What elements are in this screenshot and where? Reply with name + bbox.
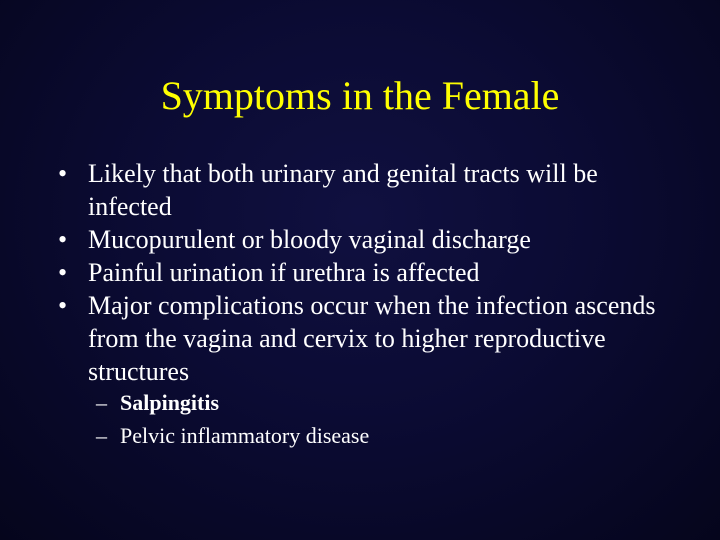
bullet-item (56, 223, 676, 256)
bullet-marker: • (58, 291, 68, 320)
bullet-text: Painful urination if urethra is affected (88, 258, 480, 287)
bullet-item (56, 256, 676, 289)
sub-bullet-list (96, 386, 369, 452)
bullet-marker: • (58, 225, 68, 254)
sub-bullet-text: Pelvic inflammatory disease (120, 423, 370, 448)
bullet-list (56, 157, 676, 388)
sub-bullet-marker: – (96, 390, 107, 415)
bullet-marker: • (58, 258, 68, 287)
bullet-marker: • (58, 159, 68, 188)
sub-bullet-marker: – (96, 423, 107, 448)
sub-bullet-item (96, 419, 369, 452)
bullet-text: Mucopurulent or bloody vaginal discharge (88, 225, 531, 254)
slide-title: Symptoms in the Female (160, 73, 560, 118)
bullet-text: Likely that both urinary and genital tracts will be infected (88, 159, 598, 221)
sub-bullet-text: Salpingitis (120, 390, 220, 415)
bullet-text: Major complications occur when the infection ascends from the vagina and cervix to higher reproductive structures (88, 291, 656, 386)
bullet-item (56, 289, 676, 388)
sub-bullet-item (96, 386, 369, 419)
bullet-item (56, 157, 676, 223)
